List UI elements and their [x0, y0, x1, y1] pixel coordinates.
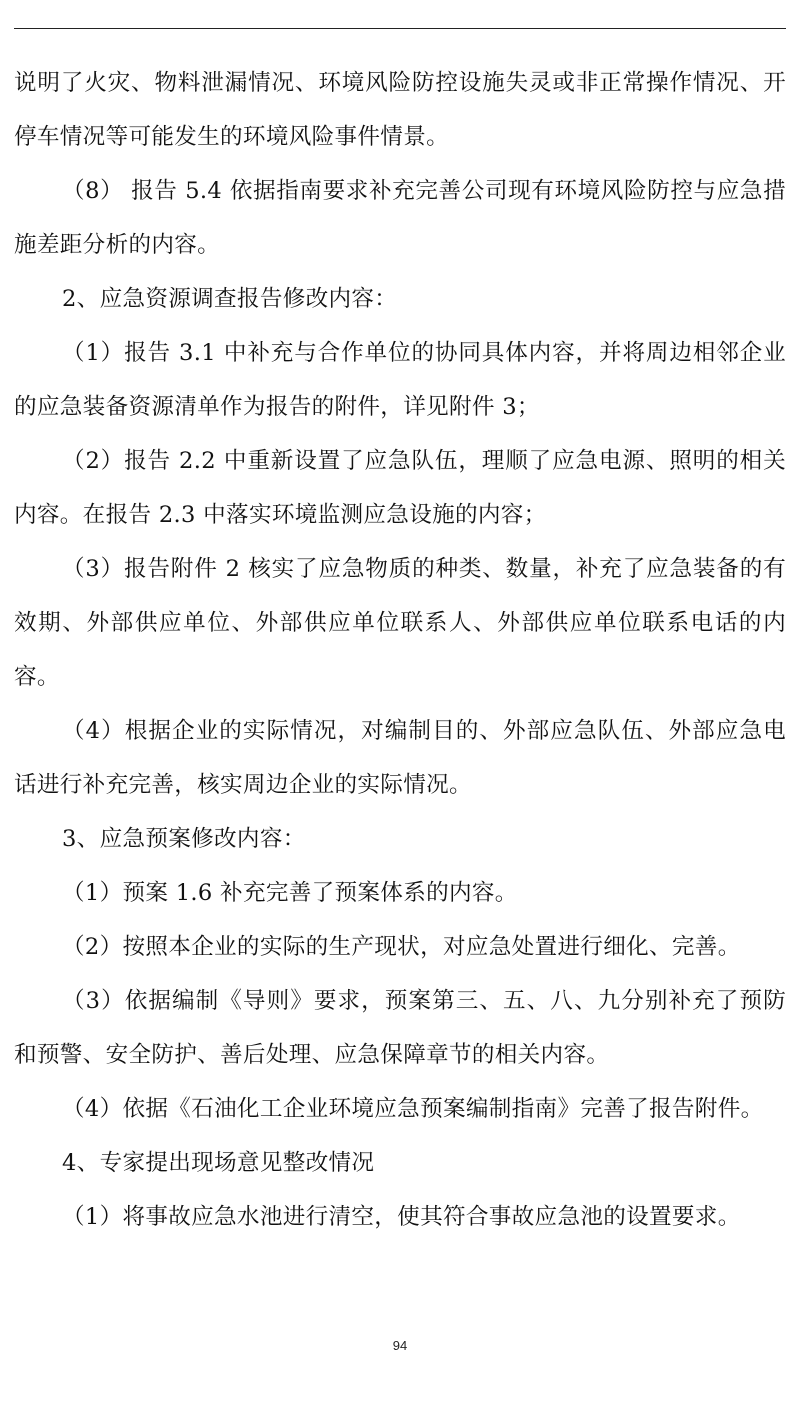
paragraph-2: （8） 报告 5.4 依据指南要求补充完善公司现有环境风险防控与应急措施差距分析的内容。	[14, 178, 786, 258]
header-rule	[14, 28, 786, 29]
document-body	[14, 56, 786, 1244]
page-number: 94	[392, 1338, 408, 1353]
paragraph-1: 说明了火灾、物料泄漏情况、环境风险防控设施失灵或非正常操作情况、开停车情况等可能发生的环境风险事件情景。	[14, 70, 786, 150]
paragraph-11: （3）依据编制《导则》要求，预案第三、五、八、九分别补充了预防和预警、安全防护、善后处理、应急保障章节的相关内容。	[14, 988, 786, 1068]
paragraph-9: （1）预案 1.6 补充完善了预案体系的内容。	[62, 880, 518, 906]
paragraph-4: （1）报告 3.1 中补充与合作单位的协同具体内容，并将周边相邻企业的应急装备资源清单作为报告的附件，详见附件 3；	[14, 340, 786, 420]
paragraph-10: （2）按照本企业的实际的生产现状，对应急处置进行细化、完善。	[62, 934, 741, 960]
paragraph-14: （1）将事故应急水池进行清空，使其符合事故应急池的设置要求。	[62, 1204, 741, 1230]
section-heading-4: 4、专家提出现场意见整改情况	[62, 1150, 375, 1176]
section-heading-2: 2、应急资源调查报告修改内容：	[62, 286, 398, 312]
paragraph-6: （3）报告附件 2 核实了应急物质的种类、数量，补充了应急装备的有效期、外部供应单位、外部供应单位联系人、外部供应单位联系电话的内容。	[14, 556, 786, 690]
paragraph-5: （2）报告 2.2 中重新设置了应急队伍，理顺了应急电源、照明的相关内容。在报告 2.3 中落实环境监测应急设施的内容；	[14, 448, 786, 528]
paragraph-12: （4）依据《石油化工企业环境应急预案编制指南》完善了报告附件。	[62, 1096, 764, 1122]
section-heading-3: 3、应急预案修改内容：	[62, 826, 306, 852]
paragraph-7: （4）根据企业的实际情况，对编制目的、外部应急队伍、外部应急电话进行补充完善，核实周边企业的实际情况。	[14, 718, 786, 798]
